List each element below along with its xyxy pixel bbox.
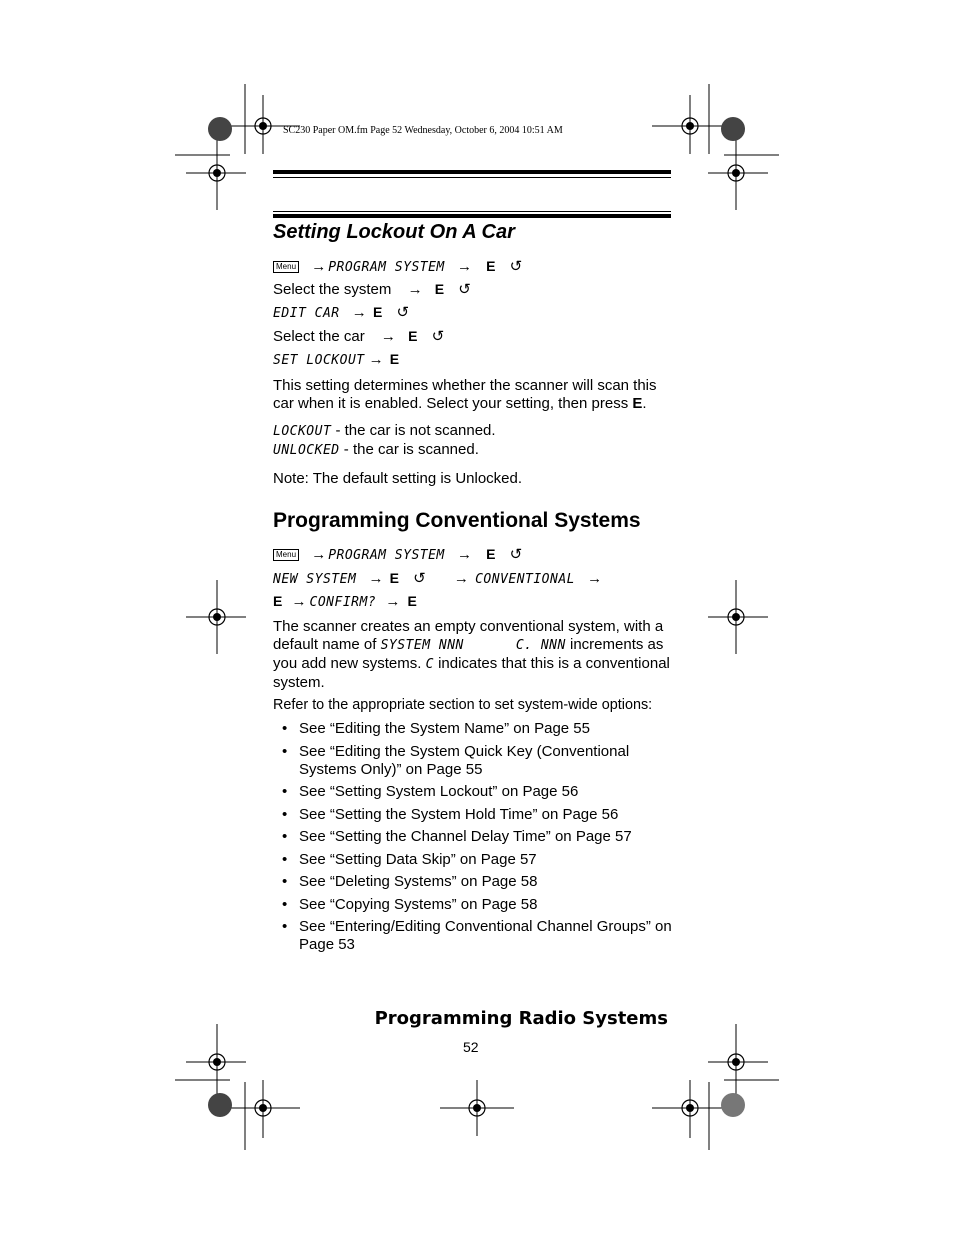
right-arrow-icon: → (587, 570, 603, 587)
section-title-conventional: Programming Conventional Systems (273, 509, 641, 532)
lcd-c: C (425, 657, 434, 672)
lcd-lockout: LOCKOUT (273, 424, 332, 439)
para-text: The scanner creates an empty conventional system, with a default name of (273, 618, 664, 653)
conventional-description (273, 618, 673, 692)
scroll-control-icon: ↺ (413, 570, 426, 587)
e-key: E (273, 593, 283, 609)
list-item: • See “Deleting Systems” on Page 58 (282, 873, 677, 891)
right-arrow-icon: → (453, 570, 469, 587)
right-arrow-icon: → (407, 281, 423, 298)
right-arrow-icon: → (456, 258, 472, 275)
option-list (282, 720, 677, 959)
refer-text: Refer to the appropriate section to set system-wide options: (273, 697, 653, 713)
list-item: • See “Editing the System Quick Key (Conventional Systems Only)” on Page 55 (282, 743, 677, 779)
select-system-text: Select the system (273, 281, 392, 298)
e-key: E (407, 593, 417, 609)
scroll-control-icon: ↺ (458, 281, 471, 298)
scroll-control-icon: ↺ (509, 546, 523, 563)
scroll-control-icon: ↺ (431, 328, 445, 345)
file-info-header: SC230 Paper OM.fm Page 52 Wednesday, October 6, 2004 10:51 AM (283, 125, 563, 136)
lockout-desc: - the car is not scanned. (331, 422, 496, 439)
page-number: 52 (463, 1039, 479, 1055)
lcd-program-system: PROGRAM SYSTEM (328, 548, 445, 563)
scroll-control-icon: ↺ (509, 258, 523, 275)
right-arrow-icon: → (311, 546, 327, 563)
lcd-confirm: CONFIRM? (309, 595, 377, 610)
para-text: indicates that this is a conventional system. (273, 655, 670, 691)
right-arrow-icon: → (368, 570, 384, 587)
right-arrow-icon: → (385, 593, 401, 610)
step-edit-car (273, 302, 411, 324)
step-confirm (273, 591, 419, 613)
lcd-new-system: NEW SYSTEM (273, 572, 357, 587)
section-rule-thick (273, 214, 671, 218)
unlocked-desc: - the car is scanned. (339, 441, 479, 458)
step-select-car (273, 326, 446, 347)
scroll-control-icon: ↺ (396, 304, 410, 321)
right-arrow-icon: → (351, 304, 367, 321)
right-arrow-icon: → (311, 258, 327, 275)
top-rule-thick (273, 170, 671, 174)
step-new-system (273, 568, 604, 590)
list-item: • See “Setting Data Skip” on Page 57 (282, 851, 677, 869)
description-end: . (642, 395, 647, 412)
option-unlocked (273, 441, 673, 460)
list-item: • See “Setting the System Hold Time” on Page 56 (282, 806, 677, 824)
lcd-program-system: PROGRAM SYSTEM (328, 260, 445, 275)
e-key: E (389, 351, 400, 367)
lockout-description (273, 377, 673, 413)
menu-key-icon: Menu (273, 261, 299, 273)
e-key: E (486, 258, 496, 274)
lcd-set-lockout: SET LOCKOUT (273, 353, 365, 368)
e-key: E (408, 328, 418, 344)
lcd-edit-car: EDIT CAR (273, 306, 340, 321)
e-key: E (389, 570, 399, 586)
e-key: E (434, 281, 445, 297)
step-set-lockout (273, 349, 401, 371)
lcd-c-nnn: C. NNN (515, 638, 566, 653)
step-program-system (273, 256, 524, 278)
list-item: • See “Setting the Channel Delay Time” on Page 57 (282, 828, 677, 846)
section-title-lockout: Setting Lockout On A Car (273, 221, 515, 243)
step-select-system (273, 279, 473, 300)
para-text: increments as you add new systems. (273, 636, 664, 672)
menu-key-icon: Menu (273, 549, 299, 561)
lcd-conventional: CONVENTIONAL (475, 572, 575, 587)
description-text: This setting determines whether the scanner will scan this car when it is enabled. Select your setting, then press (273, 377, 657, 412)
step-program-system-2 (273, 544, 524, 566)
lcd-system-nnn: SYSTEM NNN (380, 638, 464, 653)
right-arrow-icon: → (368, 351, 384, 368)
right-arrow-icon: → (291, 593, 307, 610)
list-item: • See “Editing the System Name” on Page 55 (282, 720, 677, 738)
footer-section-title: Programming Radio Systems (374, 1008, 668, 1029)
e-key: E (486, 546, 496, 562)
select-car-text: Select the car (273, 328, 365, 345)
top-rule-thin (273, 177, 671, 178)
lcd-unlocked: UNLOCKED (273, 443, 340, 458)
section-rule-thin (273, 211, 671, 212)
list-item: • See “Entering/Editing Conventional Channel Groups” on Page 53 (282, 918, 677, 954)
right-arrow-icon: → (380, 328, 396, 345)
e-key: E (632, 395, 643, 412)
list-item: • See “Copying Systems” on Page 58 (282, 896, 677, 914)
list-item: • See “Setting System Lockout” on Page 56 (282, 783, 677, 801)
right-arrow-icon: → (456, 546, 472, 563)
e-key: E (372, 304, 383, 320)
default-note: Note: The default setting is Unlocked. (273, 470, 523, 487)
option-lockout (273, 422, 673, 441)
